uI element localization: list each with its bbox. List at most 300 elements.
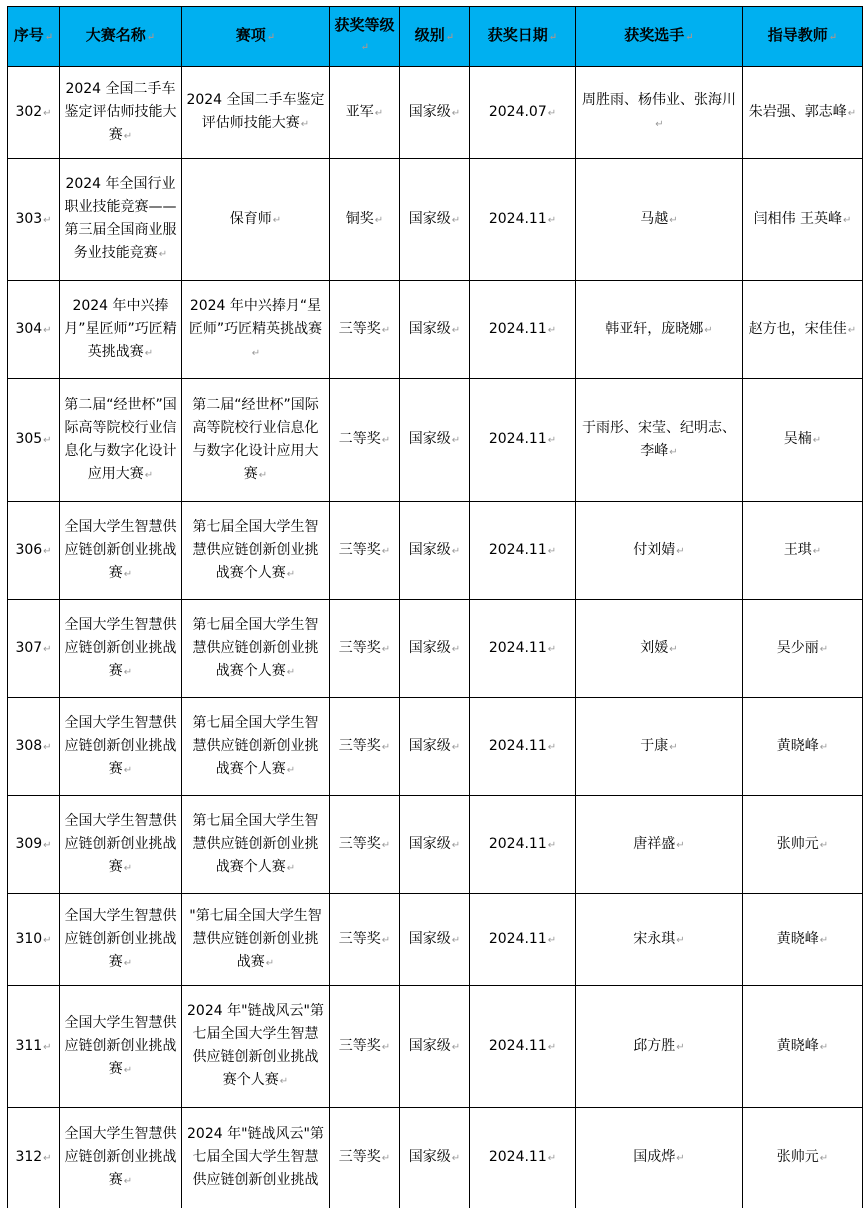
cell-winners: [576, 379, 743, 502]
table-row: [8, 986, 863, 1108]
cell-date: [470, 67, 576, 159]
header-contest: [60, 7, 182, 67]
cell-contest-text: 全国大学生智慧供应链创新创业挑战赛: [64, 518, 177, 581]
cell-contest: [60, 159, 182, 281]
paragraph-mark-icon: ↵: [676, 1041, 685, 1053]
header-row: [8, 7, 863, 67]
cell-date: [470, 502, 576, 600]
paragraph-mark-icon: ↵: [819, 934, 829, 946]
cell-no-text: 312: [15, 1148, 43, 1165]
cell-award: [330, 502, 400, 600]
cell-date-text: 2024.11: [488, 1037, 547, 1054]
cell-contest-text: 第二届“经世杯”国际高等院校行业信息化与数字化设计应用大赛: [64, 396, 177, 482]
cell-teacher: [743, 502, 863, 600]
paragraph-mark-icon: ↵: [843, 214, 852, 226]
paragraph-mark-icon: ↵: [43, 643, 52, 655]
cell-event: [182, 1108, 330, 1208]
cell-winners: [576, 1108, 743, 1208]
cell-award: [330, 159, 400, 281]
cell-event-text: 保育师: [229, 210, 272, 227]
paragraph-mark-icon: ↵: [123, 957, 133, 969]
paragraph-mark-icon: ↵: [146, 32, 156, 43]
cell-date: [470, 600, 576, 698]
cell-no-text: 309: [15, 835, 43, 852]
cell-teacher: [743, 1108, 863, 1208]
paragraph-mark-icon: ↵: [381, 1041, 391, 1053]
cell-level-text: 国家级: [408, 737, 451, 754]
paragraph-mark-icon: ↵: [451, 839, 461, 851]
cell-teacher-text: 赵方也，宋佳佳: [748, 320, 847, 337]
paragraph-mark-icon: ↵: [445, 32, 455, 43]
paragraph-mark-icon: ↵: [360, 42, 370, 53]
paragraph-mark-icon: ↵: [655, 119, 664, 130]
cell-teacher: [743, 600, 863, 698]
cell-level: [400, 379, 470, 502]
header-level: [400, 7, 470, 67]
table-row: [8, 379, 863, 502]
cell-event: [182, 986, 330, 1108]
header-award-text: 获奖等级: [334, 16, 395, 34]
header-date: [470, 7, 576, 67]
cell-event-text: 第七届全国大学生智慧供应链创新创业挑战赛个人赛: [192, 616, 319, 679]
cell-no-text: 308: [15, 737, 43, 754]
cell-teacher-text: 王琪: [783, 541, 812, 558]
paragraph-mark-icon: ↵: [704, 324, 713, 336]
paragraph-mark-icon: ↵: [43, 1152, 52, 1164]
paragraph-mark-icon: ↵: [547, 1041, 557, 1053]
cell-level-text: 国家级: [408, 930, 451, 947]
cell-winners-text: 刘媛: [640, 639, 669, 656]
paragraph-mark-icon: ↵: [265, 957, 275, 969]
cell-teacher-text: 张帅元: [776, 1148, 819, 1165]
cell-level: [400, 1108, 470, 1208]
cell-award-text: 三等奖: [338, 639, 381, 656]
cell-event-text: 第七届全国大学生智慧供应链创新创业挑战赛个人赛: [192, 518, 319, 581]
paragraph-mark-icon: ↵: [451, 324, 461, 336]
cell-winners-text: 唐祥盛: [633, 835, 676, 852]
table-row: [8, 159, 863, 281]
paragraph-mark-icon: ↵: [812, 435, 822, 446]
cell-event-text: 第二届“经世杯”国际高等院校行业信息化与数字化设计应用大赛: [192, 396, 319, 482]
cell-contest-text: 2024 全国二手车鉴定评估师技能大赛: [64, 80, 177, 143]
cell-contest: [60, 67, 182, 159]
paragraph-mark-icon: ↵: [286, 862, 296, 874]
paragraph-mark-icon: ↵: [847, 107, 857, 119]
cell-winners: [576, 986, 743, 1108]
cell-date-text: 2024.11: [488, 210, 547, 227]
paragraph-mark-icon: ↵: [676, 934, 685, 946]
header-award: [330, 7, 400, 67]
cell-teacher: [743, 281, 863, 379]
cell-teacher-text: 吴少丽: [776, 639, 819, 656]
cell-winners: [576, 67, 743, 159]
paragraph-mark-icon: ↵: [381, 934, 391, 946]
cell-contest: [60, 600, 182, 698]
cell-winners-text: 邱方胜: [633, 1037, 676, 1054]
paragraph-mark-icon: ↵: [272, 214, 282, 226]
cell-level-text: 国家级: [408, 320, 451, 337]
cell-date: [470, 796, 576, 894]
cell-winners: [576, 159, 743, 281]
paragraph-mark-icon: ↵: [451, 934, 461, 946]
paragraph-mark-icon: ↵: [547, 435, 557, 446]
cell-level: [400, 159, 470, 281]
header-date-text: 获奖日期: [487, 26, 548, 44]
paragraph-mark-icon: ↵: [381, 545, 391, 557]
cell-teacher-text: 闫相伟 王英峰: [753, 210, 843, 227]
cell-event-text: 2024 年中兴捧月“星匠师”巧匠精英挑战赛: [188, 297, 323, 337]
cell-contest-text: 全国大学生智慧供应链创新创业挑战赛: [64, 616, 177, 679]
cell-winners: [576, 281, 743, 379]
paragraph-mark-icon: ↵: [381, 643, 391, 655]
paragraph-mark-icon: ↵: [547, 214, 557, 226]
paragraph-mark-icon: ↵: [819, 643, 829, 655]
cell-winners-text: 马越: [640, 210, 669, 227]
cell-teacher-text: 吴楠: [783, 431, 812, 447]
paragraph-mark-icon: ↵: [144, 469, 154, 481]
cell-level-text: 国家级: [408, 103, 451, 120]
cell-event-text: "第七届全国大学生智慧供应链创新创业挑战赛: [189, 907, 322, 970]
cell-no: [8, 894, 60, 986]
cell-teacher-text: 张帅元: [776, 835, 819, 852]
cell-no-text: 302: [15, 103, 43, 120]
cell-contest: [60, 796, 182, 894]
cell-date-text: 2024.07: [488, 103, 547, 120]
cell-no: [8, 67, 60, 159]
paragraph-mark-icon: ↵: [43, 839, 52, 851]
paragraph-mark-icon: ↵: [451, 741, 461, 753]
cell-award-text: 三等奖: [338, 930, 381, 947]
paragraph-mark-icon: ↵: [847, 324, 857, 336]
cell-teacher: [743, 894, 863, 986]
paragraph-mark-icon: ↵: [381, 741, 391, 753]
paragraph-mark-icon: ↵: [685, 32, 694, 43]
cell-level-text: 国家级: [408, 541, 451, 558]
cell-award: [330, 698, 400, 796]
cell-award: [330, 67, 400, 159]
paragraph-mark-icon: ↵: [43, 741, 52, 753]
cell-winners: [576, 600, 743, 698]
cell-no-text: 310: [15, 930, 43, 947]
cell-level: [400, 67, 470, 159]
cell-event-text: 2024 年"链战风云"第七届全国大学生智慧供应链创新创业挑战: [187, 1126, 324, 1189]
header-contest-text: 大赛名称: [85, 26, 146, 44]
paragraph-mark-icon: ↵: [286, 666, 296, 678]
paragraph-mark-icon: ↵: [381, 435, 391, 446]
cell-event: [182, 67, 330, 159]
cell-no: [8, 281, 60, 379]
header-no-text: 序号: [13, 26, 44, 44]
cell-award-text: 三等奖: [338, 541, 381, 558]
cell-event: [182, 159, 330, 281]
paragraph-mark-icon: ↵: [286, 568, 296, 580]
paragraph-mark-icon: ↵: [286, 764, 296, 776]
paragraph-mark-icon: ↵: [43, 545, 52, 557]
paragraph-mark-icon: ↵: [819, 1041, 829, 1053]
paragraph-mark-icon: ↵: [669, 741, 678, 753]
paragraph-mark-icon: ↵: [43, 435, 52, 446]
cell-date: [470, 986, 576, 1108]
cell-date-text: 2024.11: [488, 639, 547, 656]
header-level-text: 级别: [414, 26, 445, 44]
paragraph-mark-icon: ↵: [43, 324, 52, 336]
header-teacher: [743, 7, 863, 67]
cell-award-text: 三等奖: [338, 835, 381, 852]
cell-contest-text: 全国大学生智慧供应链创新创业挑战赛: [64, 907, 177, 970]
cell-no-text: 303: [15, 210, 43, 227]
cell-teacher: [743, 698, 863, 796]
header-winners: [576, 7, 743, 67]
paragraph-mark-icon: ↵: [828, 32, 838, 43]
cell-event: [182, 600, 330, 698]
cell-level: [400, 698, 470, 796]
cell-winners: [576, 796, 743, 894]
paragraph-mark-icon: ↵: [381, 839, 391, 851]
cell-no-text: 306: [15, 541, 43, 558]
cell-event: [182, 502, 330, 600]
cell-winners-text: 国成烨: [633, 1148, 676, 1165]
table-body: [8, 67, 863, 1208]
cell-event-text: 第七届全国大学生智慧供应链创新创业挑战赛个人赛: [192, 812, 319, 875]
paragraph-mark-icon: ↵: [266, 32, 276, 43]
cell-contest: [60, 379, 182, 502]
cell-teacher-text: 朱岩强、郭志峰: [748, 103, 847, 120]
table-row: [8, 600, 863, 698]
header-event-text: 赛项: [235, 26, 266, 44]
paragraph-mark-icon: ↵: [669, 643, 678, 655]
paragraph-mark-icon: ↵: [451, 545, 461, 557]
paragraph-mark-icon: ↵: [43, 934, 52, 946]
paragraph-mark-icon: ↵: [43, 214, 52, 226]
paragraph-mark-icon: ↵: [381, 324, 391, 336]
table-row: [8, 894, 863, 986]
paragraph-mark-icon: ↵: [123, 666, 133, 678]
cell-award-text: 亚军: [345, 103, 374, 120]
cell-level-text: 国家级: [408, 1037, 451, 1054]
cell-teacher: [743, 379, 863, 502]
cell-event-text: 第七届全国大学生智慧供应链创新创业挑战赛个人赛: [192, 714, 319, 777]
paragraph-mark-icon: ↵: [669, 446, 678, 458]
paragraph-mark-icon: ↵: [547, 107, 557, 119]
cell-teacher: [743, 796, 863, 894]
cell-date-text: 2024.11: [488, 1148, 547, 1165]
cell-no-text: 307: [15, 639, 43, 656]
paragraph-mark-icon: ↵: [43, 107, 52, 119]
paragraph-mark-icon: ↵: [451, 435, 461, 446]
cell-award: [330, 281, 400, 379]
cell-award: [330, 600, 400, 698]
cell-winners: [576, 698, 743, 796]
cell-contest-text: 全国大学生智慧供应链创新创业挑战赛: [64, 812, 177, 875]
cell-event: [182, 894, 330, 986]
paragraph-mark-icon: ↵: [43, 1041, 52, 1053]
cell-date-text: 2024.11: [488, 930, 547, 947]
paragraph-mark-icon: ↵: [381, 1152, 391, 1164]
cell-award: [330, 796, 400, 894]
cell-no: [8, 600, 60, 698]
cell-no: [8, 502, 60, 600]
cell-teacher-text: 黄晓峰: [776, 737, 819, 754]
paragraph-mark-icon: ↵: [451, 214, 461, 226]
cell-event: [182, 281, 330, 379]
paragraph-mark-icon: ↵: [547, 643, 557, 655]
cell-no: [8, 796, 60, 894]
paragraph-mark-icon: ↵: [123, 568, 133, 580]
table-row: [8, 67, 863, 159]
cell-contest-text: 全国大学生智慧供应链创新创业挑战赛: [64, 1014, 177, 1077]
header-teacher-text: 指导教师: [767, 26, 828, 44]
cell-level-text: 国家级: [408, 210, 451, 227]
cell-award-text: 三等奖: [338, 320, 381, 337]
cell-no: [8, 698, 60, 796]
cell-level: [400, 986, 470, 1108]
cell-contest-text: 2024 年中兴捧月”星匠师”巧匠精英挑战赛: [64, 297, 177, 360]
cell-award-text: 二等奖: [338, 431, 381, 447]
paragraph-mark-icon: ↵: [451, 643, 461, 655]
cell-level-text: 国家级: [408, 835, 451, 852]
cell-date-text: 2024.11: [488, 431, 547, 447]
cell-award-text: 三等奖: [338, 737, 381, 754]
cell-event: [182, 698, 330, 796]
cell-teacher-text: 黄晓峰: [776, 1037, 819, 1054]
paragraph-mark-icon: ↵: [123, 1064, 133, 1076]
cell-award-text: 三等奖: [338, 1148, 381, 1165]
cell-event-text: 2024 年"链战风云"第七届全国大学生智慧供应链创新创业挑战赛个人赛: [187, 1003, 324, 1088]
cell-winners: [576, 502, 743, 600]
cell-winners-text: 于康: [640, 737, 669, 754]
paragraph-mark-icon: ↵: [123, 130, 133, 142]
cell-contest: [60, 281, 182, 379]
cell-contest: [60, 1108, 182, 1208]
cell-contest: [60, 894, 182, 986]
cell-award: [330, 1108, 400, 1208]
paragraph-mark-icon: ↵: [144, 347, 154, 359]
header-winners-text: 获奖选手: [624, 26, 685, 44]
cell-date-text: 2024.11: [488, 541, 547, 558]
cell-teacher-text: 黄晓峰: [776, 930, 819, 947]
paragraph-mark-icon: ↵: [548, 32, 558, 43]
paragraph-mark-icon: ↵: [258, 469, 268, 481]
paragraph-mark-icon: ↵: [123, 764, 133, 776]
cell-date: [470, 379, 576, 502]
cell-date: [470, 281, 576, 379]
cell-no: [8, 159, 60, 281]
paragraph-mark-icon: ↵: [812, 545, 822, 557]
cell-date: [470, 159, 576, 281]
cell-winners-text: 于雨彤、宋莹、纪明志、李峰: [582, 419, 736, 459]
cell-level-text: 国家级: [408, 639, 451, 656]
table-row: [8, 796, 863, 894]
cell-level: [400, 600, 470, 698]
paragraph-mark-icon: ↵: [451, 107, 461, 119]
paragraph-mark-icon: ↵: [374, 107, 384, 119]
cell-winners: [576, 894, 743, 986]
cell-contest: [60, 986, 182, 1108]
header-no: [8, 7, 60, 67]
cell-teacher: [743, 159, 863, 281]
cell-winners-text: 韩亚轩，庞晓娜: [605, 320, 704, 337]
cell-award: [330, 894, 400, 986]
cell-winners-text: 付刘婧: [633, 541, 676, 558]
cell-award: [330, 986, 400, 1108]
cell-contest-text: 2024 年全国行业职业技能竞赛——第三届全国商业服务业技能竞赛: [64, 176, 177, 261]
cell-no-text: 305: [15, 431, 43, 447]
cell-level: [400, 281, 470, 379]
paragraph-mark-icon: ↵: [547, 1152, 557, 1164]
cell-teacher: [743, 67, 863, 159]
table-row: [8, 1108, 863, 1208]
paragraph-mark-icon: ↵: [676, 839, 685, 851]
table-row: [8, 281, 863, 379]
cell-contest: [60, 502, 182, 600]
cell-no-text: 311: [15, 1037, 43, 1054]
paragraph-mark-icon: ↵: [158, 249, 168, 260]
cell-no: [8, 379, 60, 502]
awards-table: [7, 6, 863, 1208]
cell-level-text: 国家级: [408, 1148, 451, 1165]
paragraph-mark-icon: ↵: [547, 934, 557, 946]
cell-date: [470, 894, 576, 986]
cell-event: [182, 796, 330, 894]
paragraph-mark-icon: ↵: [669, 214, 678, 226]
cell-award-text: 铜奖: [345, 210, 374, 227]
cell-winners-text: 宋永琪: [633, 930, 676, 947]
paragraph-mark-icon: ↵: [819, 839, 829, 851]
paragraph-mark-icon: ↵: [547, 839, 557, 851]
cell-teacher: [743, 986, 863, 1108]
cell-no: [8, 986, 60, 1108]
paragraph-mark-icon: ↵: [123, 1175, 133, 1187]
cell-event: [182, 379, 330, 502]
cell-award-text: 三等奖: [338, 1037, 381, 1054]
paragraph-mark-icon: ↵: [819, 1152, 829, 1164]
paragraph-mark-icon: ↵: [547, 741, 557, 753]
cell-level-text: 国家级: [408, 431, 451, 447]
paragraph-mark-icon: ↵: [451, 1041, 461, 1053]
paragraph-mark-icon: ↵: [547, 545, 557, 557]
cell-date-text: 2024.11: [488, 320, 547, 337]
paragraph-mark-icon: ↵: [279, 1076, 289, 1087]
paragraph-mark-icon: ↵: [451, 1152, 461, 1164]
cell-event-text: 2024 全国二手车鉴定评估师技能大赛: [186, 92, 325, 131]
paragraph-mark-icon: ↵: [123, 862, 133, 874]
cell-no: [8, 1108, 60, 1208]
header-event: [182, 7, 330, 67]
cell-award: [330, 379, 400, 502]
cell-contest-text: 全国大学生智慧供应链创新创业挑战赛: [64, 1125, 177, 1188]
paragraph-mark-icon: ↵: [374, 214, 384, 226]
cell-date-text: 2024.11: [488, 835, 547, 852]
cell-level: [400, 894, 470, 986]
paragraph-mark-icon: ↵: [300, 119, 310, 130]
table-row: [8, 502, 863, 600]
cell-winners-text: 周胜雨、杨伟业、张海川: [582, 92, 736, 108]
cell-contest-text: 全国大学生智慧供应链创新创业挑战赛: [64, 714, 177, 777]
paragraph-mark-icon: ↵: [819, 741, 829, 753]
paragraph-mark-icon: ↵: [251, 347, 261, 359]
paragraph-mark-icon: ↵: [676, 545, 685, 557]
cell-date: [470, 1108, 576, 1208]
cell-no-text: 304: [15, 320, 43, 337]
paragraph-mark-icon: ↵: [676, 1152, 685, 1164]
cell-date: [470, 698, 576, 796]
cell-date-text: 2024.11: [488, 737, 547, 754]
cell-level: [400, 502, 470, 600]
cell-level: [400, 796, 470, 894]
table-row: [8, 698, 863, 796]
paragraph-mark-icon: ↵: [44, 32, 54, 43]
cell-contest: [60, 698, 182, 796]
